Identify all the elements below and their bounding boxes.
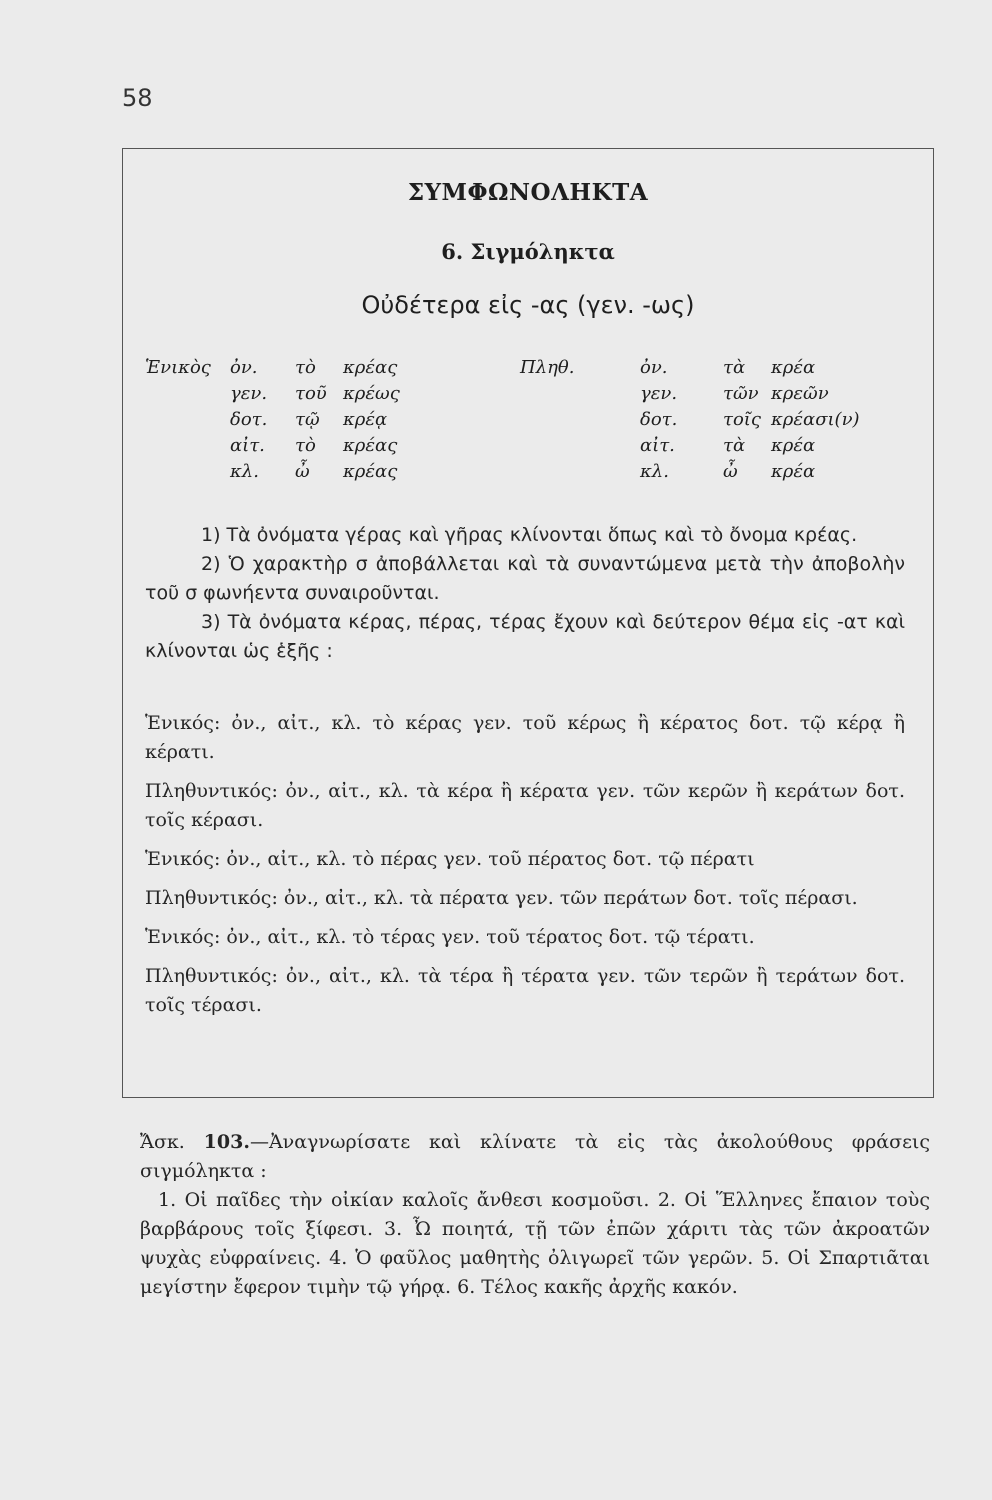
plural-articles-col bbox=[723, 355, 761, 485]
case-label: ὀν. bbox=[230, 357, 258, 378]
article: τὰ bbox=[723, 357, 746, 378]
case-label: γεν. bbox=[640, 383, 678, 404]
alternate-forms bbox=[145, 709, 905, 1030]
article: τῶν bbox=[723, 383, 759, 404]
exercise-label: Ἄσκ. bbox=[140, 1131, 185, 1153]
case-label: δοτ. bbox=[230, 409, 268, 430]
noun-form: κρέᾳ bbox=[343, 409, 388, 430]
plural-cases-col bbox=[640, 355, 677, 485]
notes bbox=[145, 521, 905, 666]
case-label: αἰτ. bbox=[230, 435, 265, 456]
case-label: αἰτ. bbox=[640, 435, 675, 456]
case-label: γεν. bbox=[230, 383, 268, 404]
forms-paragraph: Πληθυντικός: ὀν., αἰτ., κλ. τὰ κέρα ἢ κέρατα γεν. τῶν κερῶν ἢ κεράτων δοτ. τοῖς κέρασι. bbox=[145, 780, 905, 831]
forms-paragraph: Ἑνικός: ὀν., αἰτ., κλ. τὸ πέρας γεν. τοῦ πέρατος δοτ. τῷ πέρατι bbox=[145, 848, 755, 870]
box-subtitle: 6. Σιγμόληκτα bbox=[441, 239, 615, 264]
case-label: δοτ. bbox=[640, 409, 678, 430]
article: ὦ bbox=[723, 461, 738, 482]
forms-paragraph: Πληθυντικός: ὀν., αἰτ., κλ. τὰ τέρα ἢ τέρατα γεν. τῶν τερῶν ἢ τεράτων δοτ. τοῖς τέρασι. bbox=[145, 965, 905, 1016]
exercise bbox=[140, 1128, 930, 1302]
article: τῷ bbox=[295, 409, 320, 430]
plural-label-col bbox=[520, 355, 574, 381]
forms-paragraph: Ἑνικός: ὀν., αἰτ., κλ. τὸ τέρας γεν. τοῦ τέρατος δοτ. τῷ τέρατι. bbox=[145, 926, 755, 948]
note-paragraph: 3) Τὰ ὀνόματα κέρας, πέρας, τέρας ἔχουν καὶ δεύτερον θέμα εἰς -ατ καὶ κλίνονται ὡς ἑξῆς : bbox=[145, 611, 905, 662]
singular-label: Ἑνικὸς bbox=[145, 357, 211, 378]
noun-form: κρέα bbox=[771, 357, 816, 378]
note-paragraph: 2) Ὁ χαρακτὴρ σ ἀποβάλλεται καὶ τὰ συναντώμενα μετὰ τὴν ἀποβολὴν τοῦ σ φωνήεντα συναιροῦνται. bbox=[145, 553, 905, 604]
forms-paragraph: Πληθυντικός: ὀν., αἰτ., κλ. τὰ πέρατα γεν. τῶν περάτων δοτ. τοῖς πέρασι. bbox=[145, 887, 858, 909]
noun-form: κρέας bbox=[343, 357, 398, 378]
grammar-box bbox=[122, 148, 934, 1098]
case-label: ὀν. bbox=[640, 357, 668, 378]
singular-cases-col bbox=[230, 355, 267, 485]
singular-articles-col bbox=[295, 355, 327, 485]
box-title: ΣΥΜΦΩΝΟΛΗΚΤΑ bbox=[407, 179, 649, 206]
exercise-number: 103. bbox=[203, 1131, 250, 1153]
plural-forms-col bbox=[771, 355, 860, 485]
case-label: κλ. bbox=[230, 461, 259, 482]
article: ὦ bbox=[295, 461, 310, 482]
forms-paragraph: Ἑνικός: ὀν., αἰτ., κλ. τὸ κέρας γεν. τοῦ κέρως ἢ κέρατος δοτ. τῷ κέρᾳ ἢ κέρατι. bbox=[145, 712, 905, 763]
noun-form: κρέας bbox=[343, 435, 398, 456]
noun-form: κρέως bbox=[343, 383, 400, 404]
exercise-heading bbox=[140, 1128, 930, 1186]
noun-form: κρέας bbox=[343, 461, 398, 482]
declension-table bbox=[145, 355, 915, 495]
note-paragraph: 1) Τὰ ὀνόματα γέρας καὶ γῆρας κλίνονται ὅπως καὶ τὸ ὄνομα κρέας. bbox=[201, 524, 858, 546]
exercise-instruction: —Ἀναγνωρίσατε καὶ κλίνατε τὰ εἰς τὰς ἀκολούθους φράσεις σιγμόληκτα : bbox=[140, 1131, 930, 1182]
article: τοῖς bbox=[723, 409, 761, 430]
noun-form: κρέα bbox=[771, 461, 816, 482]
article: τὰ bbox=[723, 435, 746, 456]
noun-form: κρεῶν bbox=[771, 383, 829, 404]
box-heading: Οὐδέτερα εἰς -ας (γεν. -ως) bbox=[361, 291, 695, 319]
article: τὸ bbox=[295, 435, 316, 456]
page-number: 58 bbox=[122, 84, 153, 112]
noun-form: κρέασι(ν) bbox=[771, 409, 860, 430]
singular-forms-col bbox=[343, 355, 400, 485]
article: τοῦ bbox=[295, 383, 327, 404]
singular-label-col bbox=[145, 355, 211, 381]
noun-form: κρέα bbox=[771, 435, 816, 456]
exercise-sentences: 1. Οἱ παῖδες τὴν οἰκίαν καλοῖς ἄνθεσι κοσμοῦσι. 2. Οἱ Ἕλληνες ἔπαιον τοὺς βαρβάρους τοῖς ξίφεσι. 3. Ὦ ποιητά, τῇ τῶν ἐπῶν χάριτι τὰς τῶν ἀκροατῶν ψυχὰς εὐφραίνεις. 4. Ὁ φαῦλος μαθητὴς ὀλιγωρεῖ τῶν γερῶν. 5. Οἱ Σπαρτιᾶται μεγίστην ἔφερον τιμὴν τῷ γήρᾳ. 6. Τέλος κακῆς ἀρχῆς κακόν. bbox=[140, 1189, 930, 1298]
plural-label: Πληθ. bbox=[520, 357, 575, 378]
article: τὸ bbox=[295, 357, 316, 378]
case-label: κλ. bbox=[640, 461, 669, 482]
